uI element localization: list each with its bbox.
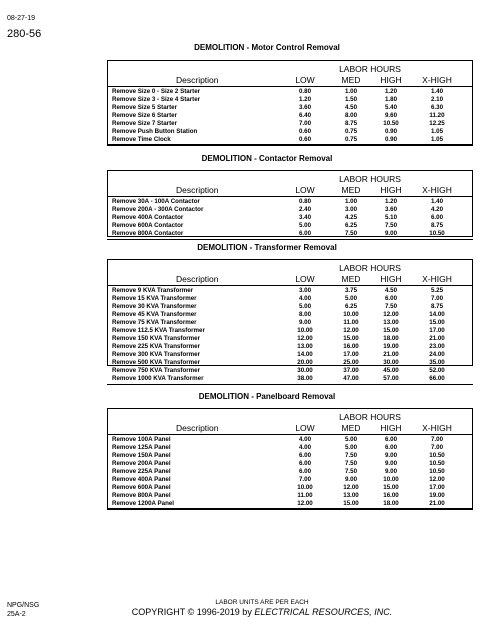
cell-description: Remove 300 KVA Transformer bbox=[112, 351, 201, 358]
table-row bbox=[108, 120, 474, 128]
table-box bbox=[107, 170, 473, 237]
table-rows bbox=[108, 198, 474, 238]
cell-xhigh: 19.00 bbox=[429, 492, 445, 499]
cell-med: 7.50 bbox=[344, 468, 358, 475]
cell-description: Remove 30 KVA Transformer bbox=[112, 303, 197, 310]
table-row bbox=[108, 112, 474, 120]
cell-med: 15.00 bbox=[343, 500, 359, 507]
col-header-high: HIGH bbox=[380, 423, 402, 433]
cell-low: 38.00 bbox=[297, 375, 313, 382]
cell-description: Remove Size 6 Starter bbox=[112, 112, 177, 119]
cell-med: 7.50 bbox=[344, 460, 358, 467]
cell-high: 6.00 bbox=[384, 295, 398, 302]
cell-low: 5.00 bbox=[298, 303, 312, 310]
cell-med: 11.00 bbox=[343, 319, 359, 326]
cell-low: 5.00 bbox=[298, 222, 312, 229]
cell-low: 20.00 bbox=[297, 359, 313, 366]
cell-xhigh: 6.00 bbox=[430, 214, 444, 221]
cell-low: 13.00 bbox=[297, 343, 313, 350]
table-row bbox=[108, 343, 474, 351]
cell-low: 10.00 bbox=[297, 484, 313, 491]
cell-description: Remove 800A Contactor bbox=[112, 230, 184, 237]
cell-description: Remove 400A Panel bbox=[112, 476, 171, 483]
cell-low: 8.00 bbox=[298, 311, 312, 318]
cell-med: 7.50 bbox=[344, 230, 358, 237]
cell-xhigh: 12.00 bbox=[429, 476, 445, 483]
col-header-high: HIGH bbox=[380, 185, 402, 195]
cell-description: Remove Size 3 - Size 4 Starter bbox=[112, 96, 201, 103]
table-row bbox=[108, 198, 474, 206]
cell-description: Remove 500 KVA Transformer bbox=[112, 359, 201, 366]
cell-xhigh: 66.00 bbox=[429, 375, 445, 382]
cell-high: 12.00 bbox=[383, 311, 399, 318]
cell-med: 8.75 bbox=[344, 120, 358, 127]
cell-description: Remove Size 0 - Size 2 Starter bbox=[112, 88, 201, 95]
cell-high: 15.00 bbox=[383, 484, 399, 491]
cell-high: 57.00 bbox=[383, 375, 399, 382]
cell-high: 7.50 bbox=[384, 222, 398, 229]
cell-high: 6.00 bbox=[384, 444, 398, 451]
cell-description: Remove 150A Panel bbox=[112, 452, 171, 459]
cell-high: 19.00 bbox=[383, 343, 399, 350]
table-rows bbox=[108, 287, 474, 383]
cell-xhigh: 5.25 bbox=[430, 287, 444, 294]
footer-copyright bbox=[0, 607, 494, 617]
table-row bbox=[108, 444, 474, 452]
table-box bbox=[107, 408, 473, 509]
table-row bbox=[108, 311, 474, 319]
cell-low: 2.40 bbox=[298, 206, 312, 213]
cell-xhigh: 17.00 bbox=[429, 484, 445, 491]
header-rule bbox=[107, 285, 473, 286]
cell-low: 6.00 bbox=[298, 468, 312, 475]
cell-low: 3.40 bbox=[298, 214, 312, 221]
cell-description: Remove 1000 KVA Transformer bbox=[112, 375, 204, 382]
col-header-description: Description bbox=[176, 423, 219, 433]
cell-med: 3.00 bbox=[344, 206, 358, 213]
cell-xhigh: 12.25 bbox=[429, 120, 445, 127]
cell-description: Remove 100A Panel bbox=[112, 436, 171, 443]
cell-description: Remove 125A Panel bbox=[112, 444, 171, 451]
table-row bbox=[108, 468, 474, 476]
section-title: DEMOLITION - Transformer Removal bbox=[197, 243, 337, 252]
cell-med: 25.00 bbox=[343, 359, 359, 366]
cell-med: 0.75 bbox=[344, 136, 358, 143]
col-header-low: LOW bbox=[295, 274, 315, 284]
cell-high: 4.50 bbox=[384, 287, 398, 294]
cell-low: 10.00 bbox=[297, 327, 313, 334]
cell-low: 6.40 bbox=[298, 112, 312, 119]
cell-xhigh: 4.20 bbox=[430, 206, 444, 213]
table-row bbox=[108, 375, 474, 383]
cell-low: 11.00 bbox=[297, 492, 313, 499]
cell-description: Remove 200A Panel bbox=[112, 460, 171, 467]
table-row bbox=[108, 104, 474, 112]
table-rows bbox=[108, 88, 474, 144]
col-header-description: Description bbox=[176, 75, 219, 85]
cell-high: 1.20 bbox=[384, 88, 398, 95]
cell-high: 3.60 bbox=[384, 206, 398, 213]
cell-med: 12.00 bbox=[343, 484, 359, 491]
col-header-high: HIGH bbox=[380, 75, 402, 85]
cell-xhigh: 7.00 bbox=[430, 444, 444, 451]
table-row bbox=[108, 206, 474, 214]
col-header-high: HIGH bbox=[380, 274, 402, 284]
footer-rule bbox=[107, 239, 473, 240]
col-header-med: MED bbox=[341, 185, 361, 195]
cell-description: Remove 30A - 100A Contactor bbox=[112, 198, 200, 205]
table-box bbox=[107, 259, 473, 382]
labor-hours: LABOR HOURS bbox=[339, 263, 401, 273]
cell-low: 14.00 bbox=[297, 351, 313, 358]
table-row bbox=[108, 230, 474, 238]
labor-hours: LABOR HOURS bbox=[339, 174, 401, 184]
cell-med: 5.00 bbox=[344, 436, 358, 443]
cell-description: Remove 9 KVA Transformer bbox=[112, 287, 194, 294]
table-row bbox=[108, 476, 474, 484]
cell-high: 18.00 bbox=[383, 335, 399, 342]
table-row bbox=[108, 492, 474, 500]
cell-xhigh: 10.50 bbox=[429, 452, 445, 459]
cell-high: 0.90 bbox=[384, 128, 398, 135]
col-header-xhigh: X-HIGH bbox=[422, 185, 452, 195]
cell-high: 18.00 bbox=[383, 500, 399, 507]
cell-xhigh: 1.40 bbox=[430, 88, 444, 95]
cell-description: Remove 150 KVA Transformer bbox=[112, 335, 201, 342]
col-header-xhigh: X-HIGH bbox=[422, 274, 452, 284]
cell-med: 10.00 bbox=[343, 311, 359, 318]
table-row bbox=[108, 88, 474, 96]
cell-med: 4.25 bbox=[344, 214, 358, 221]
cell-description: Remove 400A Contactor bbox=[112, 214, 184, 221]
cell-med: 0.75 bbox=[344, 128, 358, 135]
table-row bbox=[108, 484, 474, 492]
cell-low: 4.00 bbox=[298, 436, 312, 443]
cell-low: 9.00 bbox=[298, 319, 312, 326]
cell-xhigh: 11.20 bbox=[429, 112, 445, 119]
cell-xhigh: 10.50 bbox=[429, 460, 445, 467]
cell-xhigh: 15.00 bbox=[429, 319, 445, 326]
header-rule bbox=[107, 434, 473, 435]
cell-low: 1.20 bbox=[298, 96, 312, 103]
cell-low: 6.00 bbox=[298, 452, 312, 459]
cell-med: 1.00 bbox=[344, 88, 358, 95]
cell-description: Remove 15 KVA Transformer bbox=[112, 295, 197, 302]
page-date: 08-27-19 bbox=[7, 15, 36, 22]
copyright-company: ELECTRICAL RESOURCES, INC. bbox=[254, 607, 393, 617]
cell-high: 0.90 bbox=[384, 136, 398, 143]
cell-description: Remove 45 KVA Transformer bbox=[112, 311, 197, 318]
cell-high: 6.00 bbox=[384, 436, 398, 443]
cell-med: 5.00 bbox=[344, 444, 358, 451]
cell-xhigh: 6.30 bbox=[430, 104, 444, 111]
cell-xhigh: 17.00 bbox=[429, 327, 445, 334]
header-rule bbox=[107, 86, 473, 87]
cell-description: Remove 112.5 KVA Transformer bbox=[112, 327, 205, 334]
table-row bbox=[108, 460, 474, 468]
col-header-med: MED bbox=[341, 274, 361, 284]
cell-low: 0.80 bbox=[298, 88, 312, 95]
col-header-low: LOW bbox=[295, 75, 315, 85]
cell-high: 21.00 bbox=[383, 351, 399, 358]
table-rows bbox=[108, 436, 474, 508]
cell-high: 9.60 bbox=[384, 112, 398, 119]
footer-note: LABOR UNITS ARE PER EACH bbox=[215, 599, 309, 606]
cell-med: 37.00 bbox=[343, 367, 359, 374]
cell-med: 47.00 bbox=[343, 375, 359, 382]
cell-high: 9.00 bbox=[384, 230, 398, 237]
footer-rule bbox=[107, 384, 473, 385]
cell-med: 1.50 bbox=[344, 96, 358, 103]
col-header-description: Description bbox=[176, 185, 219, 195]
cell-description: Remove 75 KVA Transformer bbox=[112, 319, 197, 326]
table-row bbox=[108, 319, 474, 327]
cell-low: 30.00 bbox=[297, 367, 313, 374]
table-row bbox=[108, 303, 474, 311]
cell-xhigh: 8.75 bbox=[430, 222, 444, 229]
footer-code-1: NPG/NSG bbox=[7, 602, 40, 609]
table-row bbox=[108, 359, 474, 367]
table-row bbox=[108, 96, 474, 104]
cell-med: 5.00 bbox=[344, 295, 358, 302]
cell-description: Remove 200A - 300A Contactor bbox=[112, 206, 204, 213]
cell-xhigh: 10.50 bbox=[429, 230, 445, 237]
cell-high: 5.40 bbox=[384, 104, 398, 111]
cell-xhigh: 52.00 bbox=[429, 367, 445, 374]
cell-xhigh: 10.50 bbox=[429, 468, 445, 475]
cell-low: 4.00 bbox=[298, 444, 312, 451]
cell-high: 16.00 bbox=[383, 492, 399, 499]
cell-xhigh: 1.40 bbox=[430, 198, 444, 205]
cell-med: 4.50 bbox=[344, 104, 358, 111]
cell-high: 10.00 bbox=[383, 476, 399, 483]
cell-high: 7.50 bbox=[384, 303, 398, 310]
cell-xhigh: 23.00 bbox=[429, 343, 445, 350]
table-row bbox=[108, 452, 474, 460]
cell-xhigh: 24.00 bbox=[429, 351, 445, 358]
table-row bbox=[108, 367, 474, 375]
table-row bbox=[108, 500, 474, 508]
col-header-description: Description bbox=[176, 274, 219, 284]
table-row bbox=[108, 335, 474, 343]
col-header-low: LOW bbox=[295, 423, 315, 433]
cell-xhigh: 8.75 bbox=[430, 303, 444, 310]
cell-low: 3.00 bbox=[298, 287, 312, 294]
cell-low: 6.00 bbox=[298, 460, 312, 467]
table-row bbox=[108, 327, 474, 335]
footer-rule bbox=[107, 145, 473, 146]
cell-high: 13.00 bbox=[383, 319, 399, 326]
footer-rule bbox=[107, 509, 473, 510]
cell-high: 9.00 bbox=[384, 460, 398, 467]
col-header-med: MED bbox=[341, 423, 361, 433]
cell-description: Remove 600A Panel bbox=[112, 484, 171, 491]
table-row bbox=[108, 351, 474, 359]
cell-xhigh: 21.00 bbox=[429, 500, 445, 507]
cell-description: Remove 600A Contactor bbox=[112, 222, 184, 229]
copyright-prefix: COPYRIGHT © 1996-2019 by bbox=[131, 607, 255, 617]
cell-med: 7.50 bbox=[344, 452, 358, 459]
cell-description: Remove 225 KVA Transformer bbox=[112, 343, 201, 350]
cell-med: 15.00 bbox=[343, 335, 359, 342]
cell-description: Remove Push Button Station bbox=[112, 128, 198, 135]
cell-med: 12.00 bbox=[343, 327, 359, 334]
cell-low: 12.00 bbox=[297, 500, 313, 507]
cell-xhigh: 14.00 bbox=[429, 311, 445, 318]
table-row bbox=[108, 436, 474, 444]
cell-description: Remove Size 5 Starter bbox=[112, 104, 177, 111]
cell-med: 16.00 bbox=[343, 343, 359, 350]
section-title: DEMOLITION - Contactor Removal bbox=[201, 154, 333, 163]
table-row bbox=[108, 214, 474, 222]
footer-code-2: 25A-2 bbox=[7, 611, 26, 618]
cell-description: Remove 800A Panel bbox=[112, 492, 171, 499]
page-number: 280-56 bbox=[7, 28, 42, 40]
cell-low: 6.00 bbox=[298, 230, 312, 237]
cell-low: 0.80 bbox=[298, 198, 312, 205]
cell-xhigh: 7.00 bbox=[430, 295, 444, 302]
cell-high: 1.80 bbox=[384, 96, 398, 103]
table-row bbox=[108, 287, 474, 295]
cell-low: 0.60 bbox=[298, 128, 312, 135]
cell-low: 7.00 bbox=[298, 120, 312, 127]
cell-high: 15.00 bbox=[383, 327, 399, 334]
section-title: DEMOLITION - Panelboard Removal bbox=[198, 392, 336, 401]
cell-description: Remove 1200A Panel bbox=[112, 500, 175, 507]
cell-low: 4.00 bbox=[298, 295, 312, 302]
cell-xhigh: 21.00 bbox=[429, 335, 445, 342]
cell-high: 5.10 bbox=[384, 214, 398, 221]
cell-xhigh: 35.00 bbox=[429, 359, 445, 366]
cell-description: Remove Size 7 Starter bbox=[112, 120, 177, 127]
col-header-low: LOW bbox=[295, 185, 315, 195]
cell-high: 1.20 bbox=[384, 198, 398, 205]
cell-med: 17.00 bbox=[343, 351, 359, 358]
col-header-xhigh: X-HIGH bbox=[422, 423, 452, 433]
cell-low: 3.60 bbox=[298, 104, 312, 111]
cell-high: 9.00 bbox=[384, 452, 398, 459]
col-header-med: MED bbox=[341, 75, 361, 85]
cell-med: 6.25 bbox=[344, 222, 358, 229]
cell-med: 13.00 bbox=[343, 492, 359, 499]
cell-xhigh: 1.05 bbox=[430, 128, 444, 135]
cell-xhigh: 7.00 bbox=[430, 436, 444, 443]
col-header-xhigh: X-HIGH bbox=[422, 75, 452, 85]
cell-low: 7.00 bbox=[298, 476, 312, 483]
cell-high: 45.00 bbox=[383, 367, 399, 374]
table-row bbox=[108, 222, 474, 230]
cell-med: 6.25 bbox=[344, 303, 358, 310]
table-row bbox=[108, 128, 474, 136]
cell-med: 9.00 bbox=[344, 476, 358, 483]
cell-high: 9.00 bbox=[384, 468, 398, 475]
cell-xhigh: 1.05 bbox=[430, 136, 444, 143]
section-title: DEMOLITION - Motor Control Removal bbox=[194, 43, 340, 52]
cell-description: Remove 225A Panel bbox=[112, 468, 171, 475]
cell-med: 1.00 bbox=[344, 198, 358, 205]
cell-xhigh: 2.10 bbox=[430, 96, 444, 103]
labor-hours: LABOR HOURS bbox=[339, 412, 401, 422]
cell-description: Remove Time Clock bbox=[112, 136, 171, 143]
labor-hours: LABOR HOURS bbox=[339, 64, 401, 74]
table-row bbox=[108, 295, 474, 303]
cell-med: 8.00 bbox=[344, 112, 358, 119]
table-row bbox=[108, 136, 474, 144]
table-box bbox=[107, 60, 473, 145]
cell-low: 12.00 bbox=[297, 335, 313, 342]
cell-high: 10.50 bbox=[383, 120, 399, 127]
cell-high: 30.00 bbox=[383, 359, 399, 366]
cell-low: 0.60 bbox=[298, 136, 312, 143]
cell-med: 3.75 bbox=[344, 287, 358, 294]
cell-description: Remove 750 KVA Transformer bbox=[112, 367, 201, 374]
header-rule bbox=[107, 196, 473, 197]
